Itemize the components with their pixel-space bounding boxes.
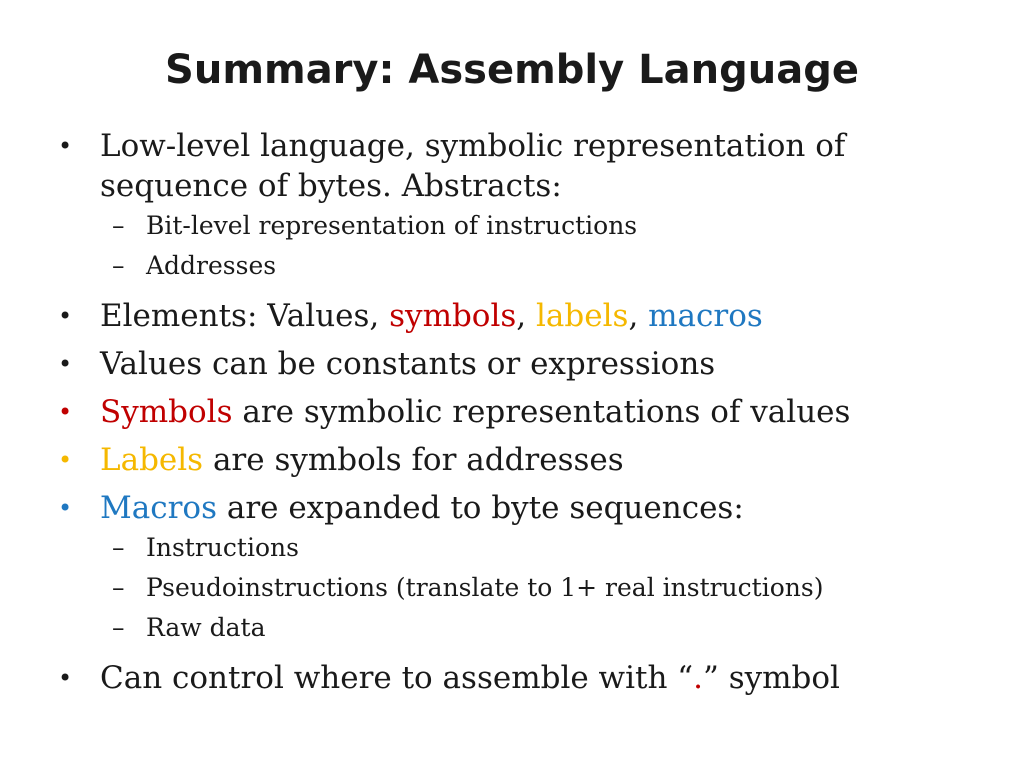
elements-prefix: Elements: Values, — [100, 298, 390, 334]
bullet-text-before: Can control where to assemble with “ — [100, 660, 694, 696]
subbullet-text: Pseudoinstructions (translate to 1+ real instructions) — [146, 573, 824, 602]
subbullet-text: Raw data — [146, 613, 266, 642]
dash-icon: – — [112, 251, 125, 280]
bullet-macros — [56, 488, 976, 528]
keyword-symbols: symbols — [389, 298, 517, 334]
bullet-text: are symbolic representations of values — [232, 394, 851, 430]
bullet-text: Values can be constants or expressions — [100, 346, 716, 382]
bullet-elements — [56, 296, 976, 336]
bullet-labels — [56, 440, 976, 480]
bullet-dot-icon: • — [58, 398, 73, 426]
subbullet-text: Addresses — [146, 251, 277, 280]
keyword-macros: macros — [648, 298, 763, 334]
dash-icon: – — [112, 211, 125, 240]
subbullet-text: Bit-level representation of instructions — [146, 211, 638, 240]
subbullet-instructions — [56, 528, 976, 568]
subbullet-text: Instructions — [146, 533, 299, 562]
keyword-labels: Labels — [100, 442, 204, 478]
separator: , — [628, 298, 649, 334]
dash-icon: – — [112, 613, 125, 642]
bullet-dot-icon: • — [58, 302, 73, 330]
dash-icon: – — [112, 573, 125, 602]
bullet-text: are expanded to byte sequences: — [216, 490, 744, 526]
subbullet-raw-data — [56, 608, 976, 648]
dot-symbol: . — [693, 660, 703, 696]
bullet-symbols — [56, 392, 976, 432]
bullet-dot-icon: • — [58, 446, 73, 474]
subbullet-pseudoinstructions — [56, 568, 976, 608]
bullet-dot-icon: • — [58, 132, 73, 160]
slide-title: Summary: Assembly Language — [165, 47, 859, 93]
slide-body — [56, 126, 976, 698]
keyword-labels: labels — [536, 298, 629, 334]
bullet-values — [56, 344, 976, 384]
bullet-dot-icon: • — [58, 664, 73, 692]
subbullet-addresses — [56, 246, 976, 286]
bullet-dot-icon: • — [58, 494, 73, 522]
bullet-text: are symbols for addresses — [203, 442, 624, 478]
keyword-macros: Macros — [100, 490, 217, 526]
bullet-control-assemble — [56, 658, 976, 698]
bullet-text-line2: sequence of bytes. Abstracts: — [100, 168, 562, 204]
keyword-symbols: Symbols — [100, 394, 233, 430]
bullet-low-level-language — [56, 126, 976, 206]
bullet-text-line1: Low-level language, symbolic representation of — [100, 128, 846, 164]
subbullet-bit-level — [56, 206, 976, 246]
bullet-text-after: ” symbol — [703, 660, 840, 696]
dash-icon: – — [112, 533, 125, 562]
separator: , — [516, 298, 537, 334]
bullet-dot-icon: • — [58, 350, 73, 378]
